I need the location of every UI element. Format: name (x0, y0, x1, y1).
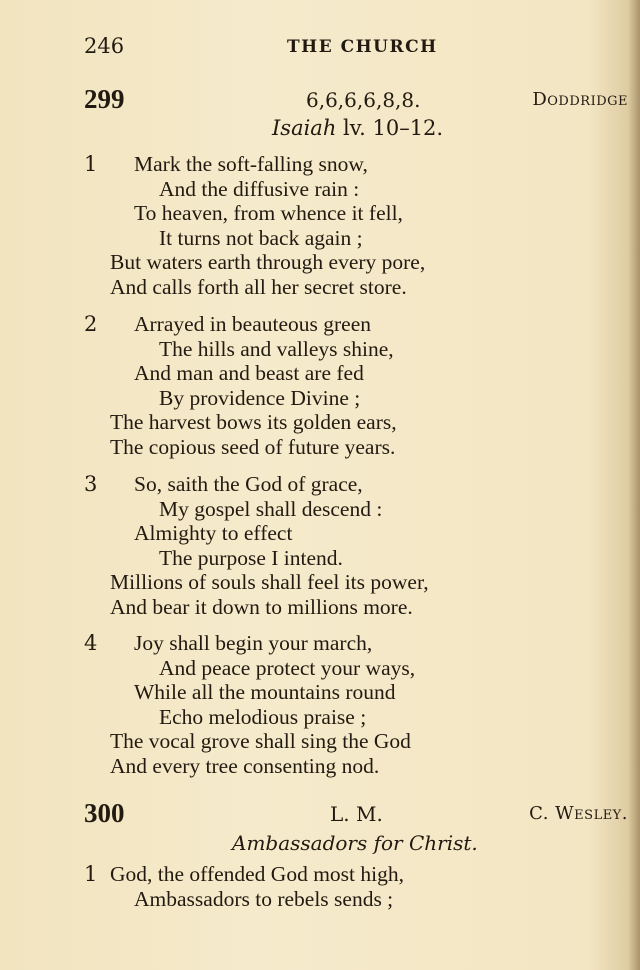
verse-line: And bear it down to millions more. (110, 595, 413, 619)
verse-line: Almighty to effect (134, 521, 293, 545)
hymn-subtitle: Ambassadors for Christ. (232, 831, 478, 855)
verse-line: It turns not back again ; (159, 226, 363, 250)
page-number: 246 (84, 34, 125, 58)
verse-line: By providence Divine ; (159, 386, 361, 410)
verse-line: Ambassadors to rebels sends ; (134, 887, 394, 911)
hymn-300-header (84, 798, 634, 834)
verse-line: The copious seed of future years. (110, 435, 396, 459)
verse-line: And peace protect your ways, (159, 656, 416, 680)
stanza-number: 1 (84, 862, 98, 886)
stanza-number: 1 (84, 152, 98, 176)
verse-line: And calls forth all her secret store. (110, 275, 407, 299)
verse-line: But waters earth through every pore, (110, 250, 426, 274)
hymn-author: Doddridge (532, 89, 628, 110)
verse-line: So, saith the God of grace, (134, 472, 363, 496)
verse-line: The hills and valleys shine, (159, 337, 394, 361)
scripture-book: Isaiah (272, 116, 337, 140)
hymn-meter: L. M. (330, 802, 383, 826)
hymn-299-header (84, 84, 634, 120)
verse-line: And every tree consenting nod. (110, 754, 380, 778)
verse-line: The purpose I intend. (159, 546, 343, 570)
scripture-verses: lv. 10–12. (336, 116, 444, 140)
verse-line: The vocal grove shall sing the God (110, 729, 411, 753)
verse-line: My gospel shall descend : (159, 497, 383, 521)
hymn-author: C. Wesley. (529, 803, 628, 824)
running-head (84, 34, 624, 64)
hymn-meter: 6,6,6,6,8,8. (306, 88, 421, 112)
verse-line: While all the mountains round (134, 680, 396, 704)
verse-line: Millions of souls shall feel its power, (110, 570, 429, 594)
verse-line: God, the offended God most high, (110, 862, 404, 886)
verse-line: To heaven, from whence it fell, (134, 201, 403, 225)
hymn-number: 300 (84, 798, 125, 828)
running-title: THE CHURCH (287, 37, 438, 57)
scripture-reference (272, 116, 443, 140)
stanza-number: 4 (84, 631, 98, 655)
stanza-number: 2 (84, 312, 98, 336)
stanza-number: 3 (84, 472, 98, 496)
verse-line: The harvest bows its golden ears, (110, 410, 397, 434)
verse-line: And man and beast are fed (134, 361, 364, 385)
verse-line: Echo melodious praise ; (159, 705, 367, 729)
hymn-number: 299 (84, 84, 125, 114)
verse-line: Arrayed in beauteous green (134, 312, 371, 336)
verse-line: And the diffusive rain : (159, 177, 360, 201)
verse-line: Mark the soft-falling snow, (134, 152, 368, 176)
verse-line: Joy shall begin your march, (134, 631, 373, 655)
